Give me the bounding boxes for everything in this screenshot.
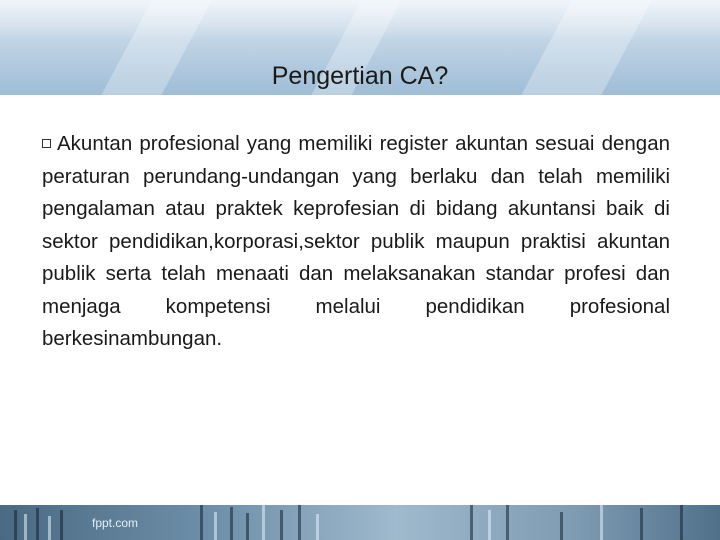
- slide-title: Pengertian CA?: [271, 62, 449, 90]
- footer-building-stripe: [36, 508, 39, 540]
- footer-building-stripe: [230, 507, 233, 540]
- footer-building-stripe: [560, 512, 563, 540]
- footer-building-stripe: [506, 505, 509, 540]
- footer-building-stripe: [214, 512, 217, 540]
- footer-building-stripe: [48, 516, 51, 540]
- footer-building-stripe: [470, 505, 473, 540]
- definition-text: Akuntan profesional yang memiliki register akuntan sesuai dengan peraturan perundang-undangan yang berlaku dan telah memiliki pengalaman atau praktek keprofesian di bidang akuntansi baik di sektor pendidikan,korporasi,sektor publik maupun praktisi akuntan publik serta telah menaati dan melaksanakan standar profesi dan menjaga kompetensi melalui pendidikan profesional berkesinambungan.: [42, 132, 670, 350]
- footer-brand: fppt.com: [92, 516, 139, 530]
- footer-building-stripe: [200, 505, 203, 540]
- footer-building-stripe: [280, 510, 283, 540]
- footer-building-stripe: [488, 510, 491, 540]
- definition-paragraph: [42, 128, 670, 356]
- hollow-square-bullet-icon: [42, 139, 51, 148]
- footer-building-stripe: [14, 510, 17, 540]
- footer-building-stripe: [262, 505, 265, 540]
- footer-building-stripe: [24, 514, 27, 540]
- footer-building-stripe: [316, 514, 319, 540]
- footer-building-stripe: [246, 513, 249, 540]
- footer-building-stripe: [298, 505, 301, 540]
- footer-building-stripe: [680, 505, 683, 540]
- footer-building-stripe: [640, 508, 643, 540]
- footer-building-stripe: [600, 505, 603, 540]
- footer-building-stripe: [60, 510, 63, 540]
